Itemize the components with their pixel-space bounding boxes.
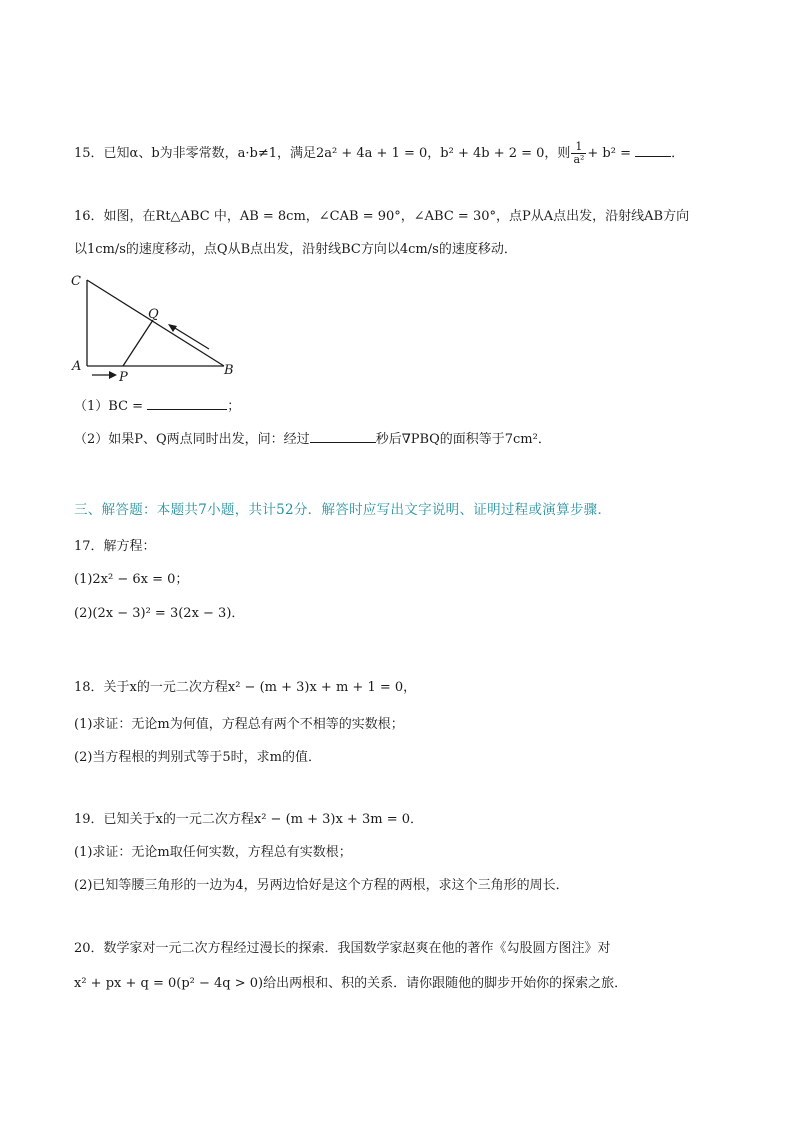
q19-part1: (1)求证：无论m取任何实数，方程总有实数根； xyxy=(74,845,352,860)
label-p: P xyxy=(119,370,128,385)
q16-line1: 16．如图，在Rt△ABC 中，AB = 8cm，∠CAB = 90°，∠ABC = 30°，点P从A点出发，沿射线AB方向 xyxy=(74,209,690,224)
triangle-figure xyxy=(66,268,246,388)
section-heading: 三、解答题：本题共7小题，共计52分．解答时应写出文字说明、证明过程或演算步骤． xyxy=(74,502,612,518)
q15-end: ． xyxy=(671,146,685,161)
label-b: B xyxy=(224,363,234,378)
q15-frac-den: a² xyxy=(573,153,585,166)
label-a: A xyxy=(72,359,82,374)
q16-sub2 xyxy=(74,430,551,449)
q15-tail: + b² = xyxy=(587,146,631,161)
arrow-q-head xyxy=(168,324,177,332)
q15-answer-blank[interactable] xyxy=(635,144,671,157)
q16-sub1-label: （1）BC = xyxy=(74,399,144,414)
side-cb xyxy=(87,280,224,366)
q15-line xyxy=(74,141,684,166)
q20-line2: x² + px + q = 0(p² − 4q > 0)给出两根和、积的关系．请你跟随他的脚步开始你的探索之旅． xyxy=(74,976,628,991)
label-q: Q xyxy=(148,307,159,322)
q17-part2: (2)(2x − 3)² = 3(2x − 3)． xyxy=(74,606,245,621)
q16-sub1-end: ； xyxy=(227,399,241,414)
segment-pq xyxy=(123,320,153,366)
q18-part2: (2)当方程根的判别式等于5时，求m的值． xyxy=(74,750,322,765)
q16-sub2-blank[interactable] xyxy=(310,430,376,443)
q15-frac-num: 1 xyxy=(571,141,586,154)
q17-title: 17．解方程： xyxy=(74,539,156,554)
q17-part1: (1)2x² − 6x = 0； xyxy=(74,572,189,587)
arrow-q-direction xyxy=(170,325,209,349)
q16-line2: 以1cm/s的速度移动，点Q从B点出发，沿射线BC方向以4cm/s的速度移动． xyxy=(74,242,517,257)
q20-line1: 20．数学家对一元二次方程经过漫长的探索．我国数学家赵爽在他的著作《勾股圆方图注》对 xyxy=(74,941,611,956)
q16-sub2-end: 秒后∇PBQ的面积等于7cm²． xyxy=(375,432,551,447)
q16-sub1-blank[interactable] xyxy=(147,397,227,410)
q16-sub2-label: （2）如果P、Q两点同时出发，问：经过 xyxy=(74,432,310,447)
q19-part2: (2)已知等腰三角形的一边为4，另两边恰好是这个方程的两根，求这个三角形的周长． xyxy=(74,878,569,893)
q18-part1: (1)求证：无论m为何值，方程总有两个不相等的实数根； xyxy=(74,717,404,732)
q15-fraction xyxy=(571,141,586,166)
q15-body: 已知α、b为非零常数，a·b≠1，满足2a² + 4a + 1 = 0，b² + 4b + 2 = 0，则 xyxy=(103,146,571,161)
label-c: C xyxy=(71,274,81,289)
q18-title: 18．关于x的一元二次方程x² − (m + 3)x + m + 1 = 0， xyxy=(74,680,417,695)
q19-title: 19．已知关于x的一元二次方程x² − (m + 3)x + 3m = 0． xyxy=(74,812,423,827)
q15-text: 15． xyxy=(74,146,104,161)
arrow-p-head xyxy=(109,371,117,379)
q16-sub1 xyxy=(74,397,240,416)
